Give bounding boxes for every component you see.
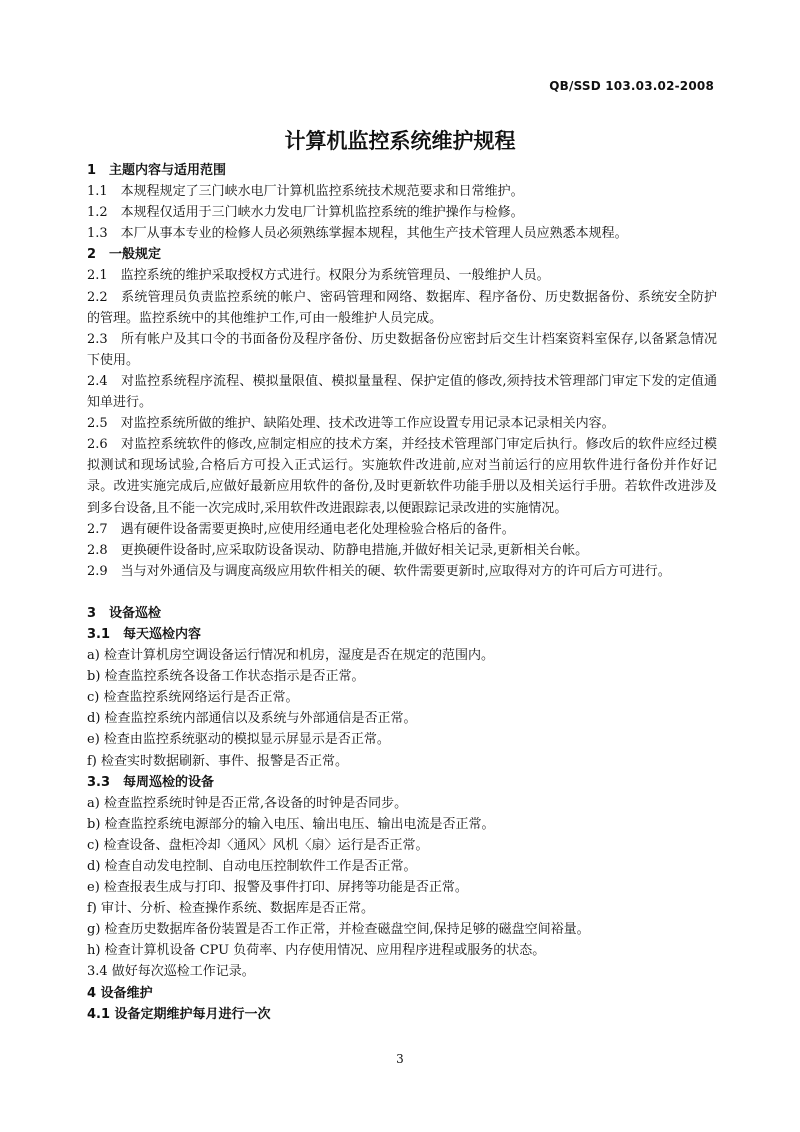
- subsection-heading: 3.3 每周巡检的设备: [87, 774, 215, 790]
- list-item: f) 检查实时数据刷新、事件、报警是否正常。: [87, 753, 349, 769]
- page-number: 3: [396, 1052, 404, 1066]
- list-item: d) 检查监控系统内部通信以及系统与外部通信是否正常。: [87, 711, 417, 727]
- document-title: 计算机监控系统维护规程: [284, 129, 516, 153]
- clause: 1.2 本规程仅适用于三门峡水力发电厂计算机监控系统的维护操作与检修。: [87, 205, 524, 221]
- section-heading: 4 设备维护: [87, 985, 153, 1001]
- clause: 2.2 系统管理员负责监控系统的帐户、密码管理和网络、数据库、程序备份、历史数据备份、系统安全防护的管理。监控系统中的其他维护工作,可由一般维护人员完成。: [87, 289, 717, 326]
- clause: 2.6 对监控系统软件的修改,应制定相应的技术方案，并经技术管理部门审定后执行。修改后的软件应经过模拟测试和现场试验,合格后方可投入正式运行。实施软件改进前,应对当前运行的应用软件进行备份并作好记录。改进实施完成后,应做好最新应用软件的备份,及时更新软件功能手册以及相关运行手册。若软件改进涉及到多台设备,且不能一次完成时,采用软件改进跟踪表,以便跟踪记录改进的实施情况。: [87, 437, 717, 516]
- document-code: QB/SSD 103.03.02-2008: [549, 79, 714, 93]
- clause: 1.3 本厂从事本专业的检修人员必须熟练掌握本规程，其他生产技术管理人员应熟悉本规程。: [87, 226, 628, 242]
- clause: 1.1 本规程规定了三门峡水电厂计算机监控系统技术规范要求和日常维护。: [87, 184, 524, 200]
- clause: 2.7 遇有硬件设备需要更换时,应使用经通电老化处理检验合格后的备件。: [87, 521, 515, 537]
- clause: 2.3 所有帐户及其口令的书面备份及程序备份、历史数据备份应密封后交生计档案资料室保存,以备紧急情况下使用。: [87, 331, 717, 368]
- subsection-heading: 4.1 设备定期维护每月进行一次: [87, 1006, 271, 1022]
- list-item: a) 检查监控系统时钟是否正常,各设备的时钟是否同步。: [87, 795, 408, 811]
- document-body: [87, 160, 717, 1025]
- list-item: f) 审计、分析、检查操作系统、数据库是否正常。: [87, 901, 375, 917]
- list-item: a) 检查计算机房空调设备运行情况和机房，湿度是否在规定的范围内。: [87, 648, 494, 664]
- list-item: h) 检查计算机设备 CPU 负荷率、内存使用情况、应用程序进程或服务的状态。: [87, 943, 546, 959]
- list-item: g) 检查历史数据库备份装置是否工作正常，并检查磁盘空间,保持足够的磁盘空间裕量。: [87, 922, 590, 938]
- clause: 2.1 监控系统的维护采取授权方式进行。权限分为系统管理员、一般维护人员。: [87, 268, 550, 284]
- list-item: d) 检查自动发电控制、自动电压控制软件工作是否正常。: [87, 859, 417, 874]
- clause: 2.5 对监控系统所做的维护、缺陷处理、技术改进等工作应设置专用记录本记录相关内容。: [87, 416, 615, 432]
- section-heading: 2 一般规定: [87, 247, 162, 263]
- subsection-heading: 3.1 每天巡检内容: [87, 626, 202, 642]
- clause: 3.4 做好每次巡检工作记录。: [87, 964, 255, 980]
- list-item: c) 检查设备、盘柜冷却〈通风〉风机〈扇〉运行是否正常。: [87, 837, 429, 853]
- list-item: b) 检查监控系统电源部分的输入电压、输出电压、输出电流是否正常。: [87, 816, 495, 832]
- list-item: c) 检查监控系统网络运行是否正常。: [87, 690, 299, 706]
- list-item: b) 检查监控系统各设备工作状态指示是否正常。: [87, 669, 365, 685]
- section-heading: 1 主题内容与适用范围: [87, 163, 227, 178]
- list-item: e) 检查报表生成与打印、报警及事件打印、屏拷等功能是否正常。: [87, 880, 468, 896]
- list-item: e) 检查由监控系统驱动的模拟显示屏显示是否正常。: [87, 732, 390, 748]
- clause: 2.4 对监控系统程序流程、模拟量限值、模拟量量程、保护定值的修改,须持技术管理部门审定下发的定值通知单进行。: [87, 373, 717, 411]
- section-heading: 3 设备巡检: [87, 605, 162, 621]
- clause: 2.8 更换硬件设备时,应采取防设备误动、防静电措施,并做好相关记录,更新相关台帐。: [87, 542, 589, 558]
- clause: 2.9 当与对外通信及与调度高级应用软件相关的硬、软件需要更新时,应取得对方的许可后方可进行。: [87, 563, 671, 579]
